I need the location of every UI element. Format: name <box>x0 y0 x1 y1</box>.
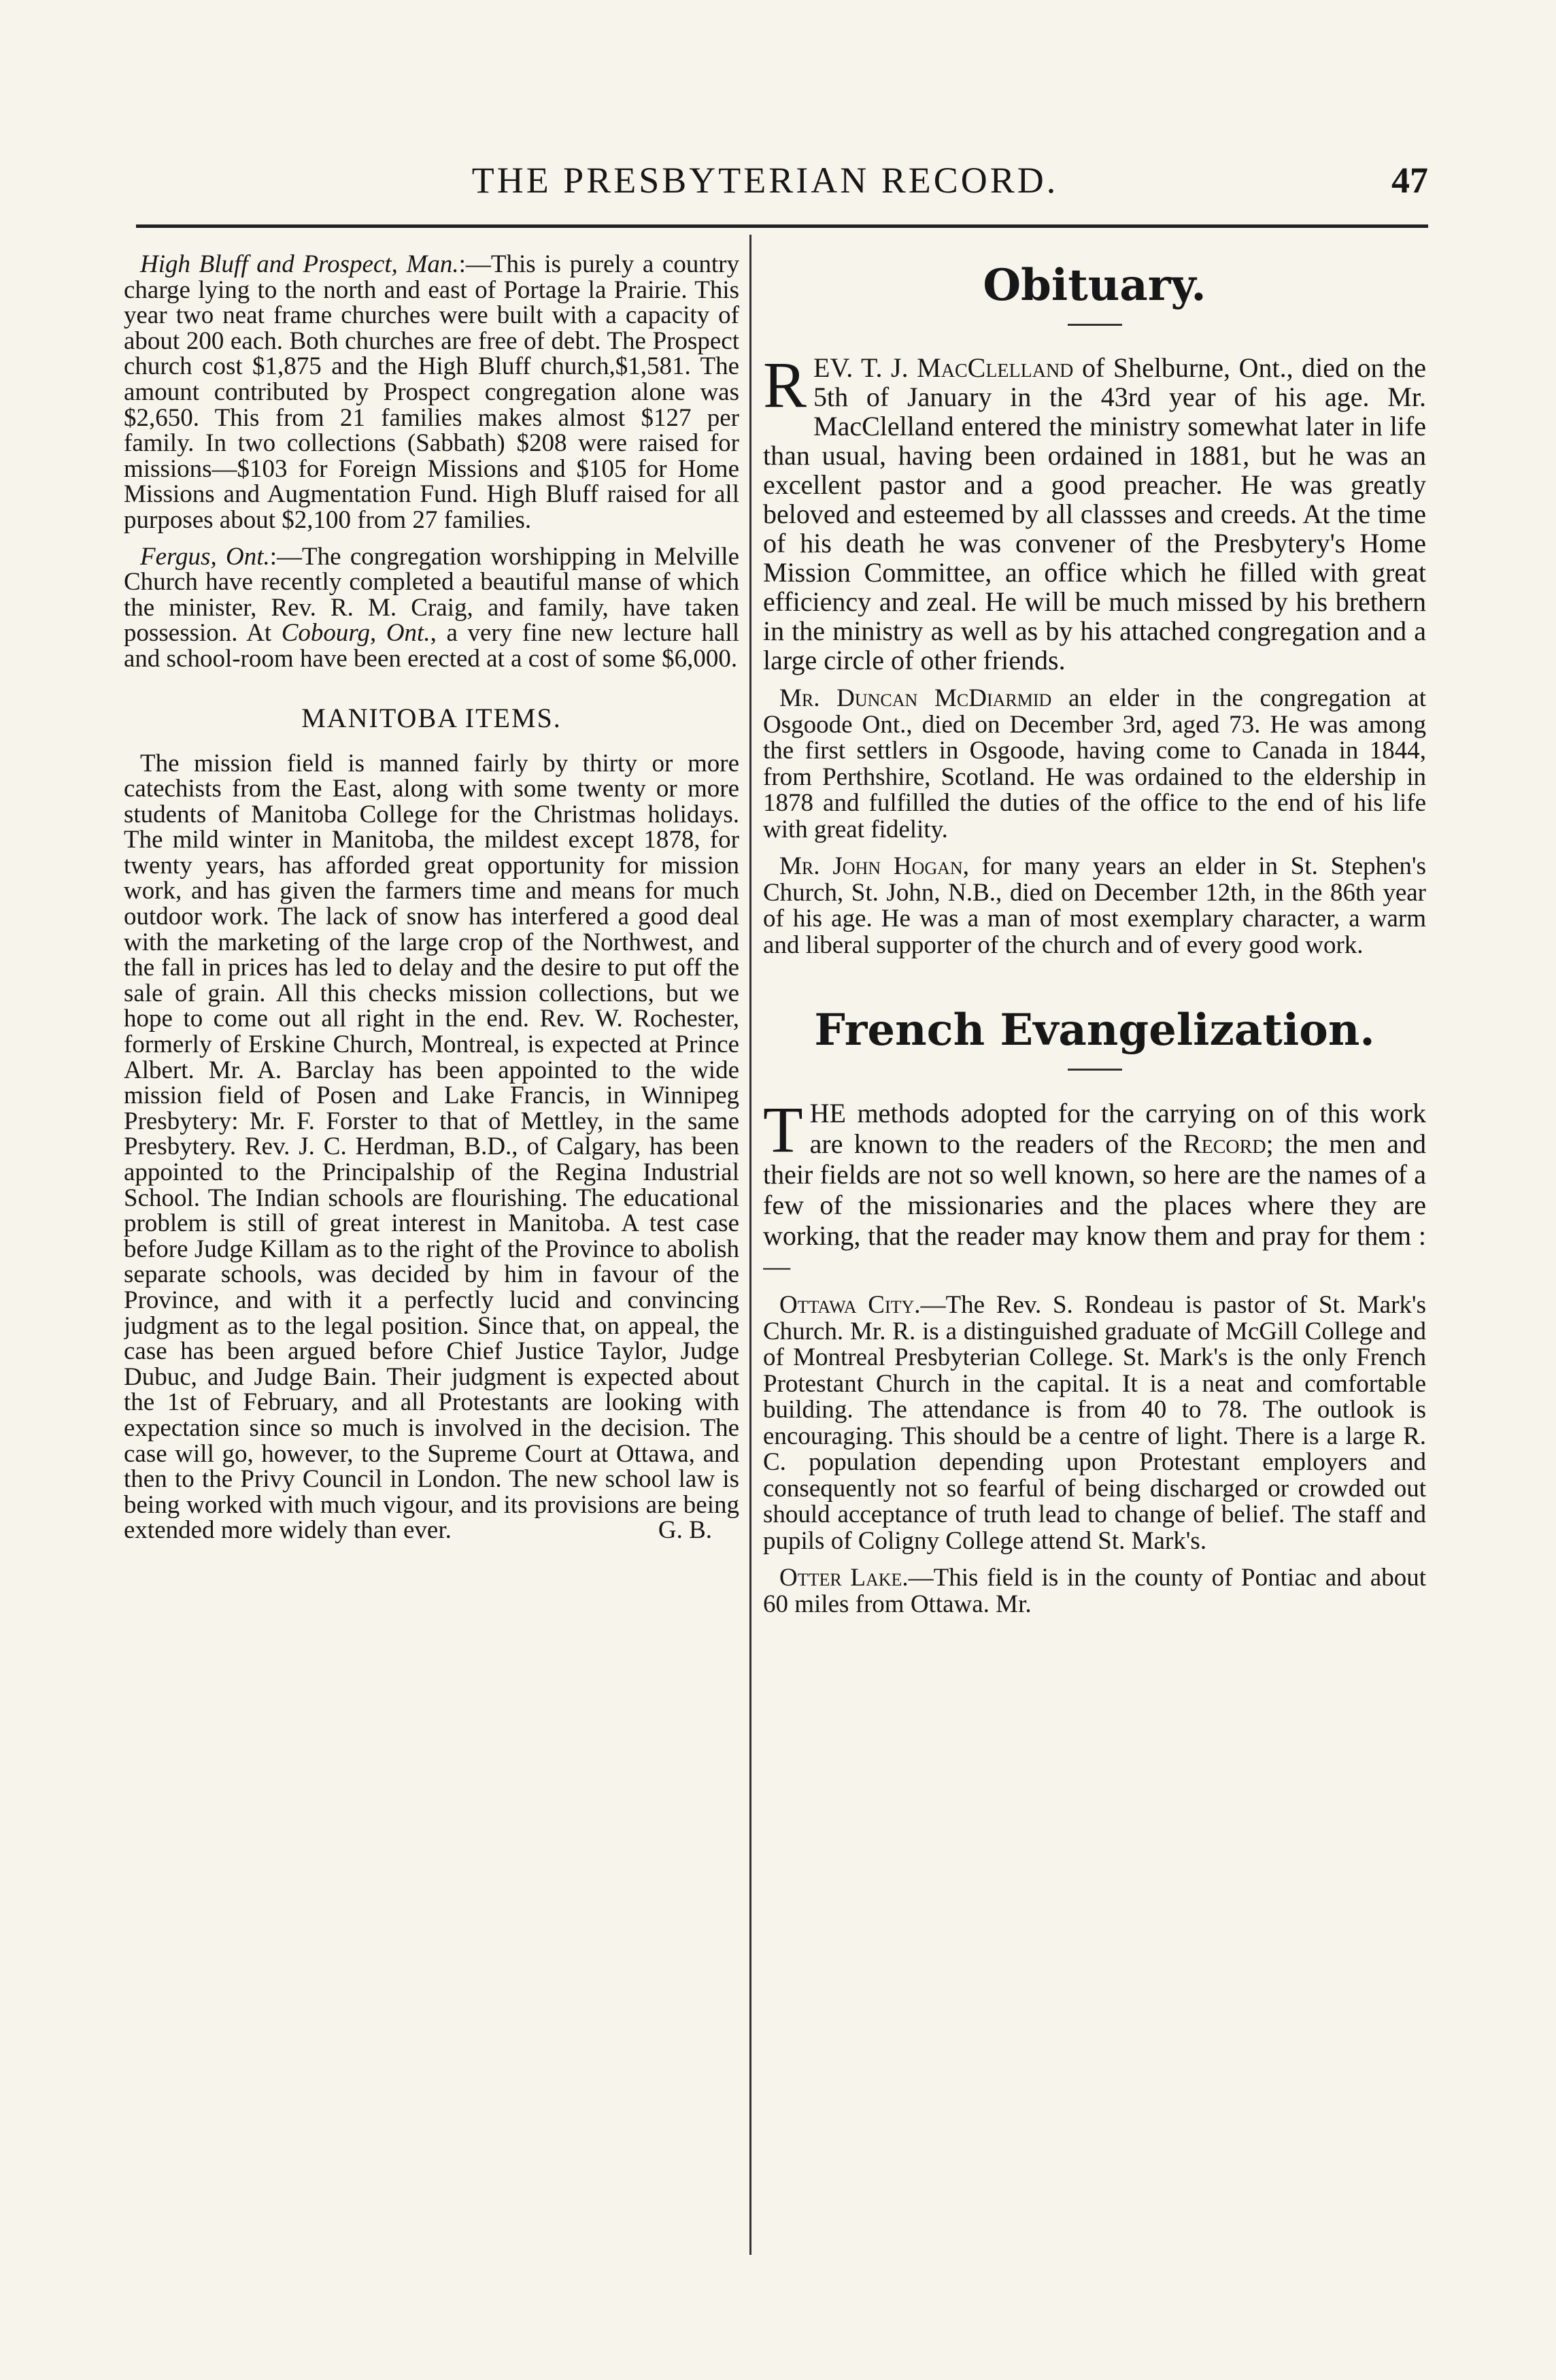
page-number: 47 <box>1391 160 1428 201</box>
paragraph-text: —This field is in the county of Pontiac and about 60 miles from Ottawa. Mr. <box>763 1564 1426 1618</box>
spacer <box>763 958 1426 996</box>
paragraph-manitoba <box>124 751 739 1543</box>
section-heading-obituary: Obituary. <box>983 260 1206 311</box>
paragraph-text: ; the men and their fields are not so well known, so here are the names of a few of the missionaries and the places where they are working, that the reader may know them and pray for them :— <box>763 1128 1426 1281</box>
running-head <box>102 156 1428 204</box>
paragraph-obituary-mcdiarmid <box>763 686 1426 843</box>
paragraph-text: :—The congregation worshipping in Melville Church have recently completed a beautiful manse of which the minister, Rev. R. M. Craig, and family, have taken possession. At <box>124 542 739 648</box>
author-signature: G. B. <box>658 1516 712 1545</box>
paragraph-otter-lake <box>763 1565 1426 1618</box>
heading-rule <box>1068 324 1122 326</box>
paragraph-text: , a very fine new lecture hall and school-room have been erected at a cost of some $6,000. <box>124 619 739 673</box>
section-heading-manitoba: MANITOBA ITEMS. <box>301 702 562 733</box>
place-name: Otter Lake. <box>779 1564 909 1592</box>
paragraph-high-bluff <box>124 252 739 533</box>
running-title: THE PRESBYTERIAN RECORD. <box>471 160 1059 201</box>
column-divider <box>749 235 751 2255</box>
paragraph-text: —The Rev. S. Rondeau is pastor of St. Mark's Church. Mr. R. is a distinguished graduate of McGill College and of Montreal Presbyterian College. St. Mark's is the only French Protestant Church in the capital. It is a neat and comfortable building. The attendance is from 40 to 78. The outlook is encouraging. This should be a centre of light. There is a large R. C. population depending upon Protestant employers and consequently not so fearful of being discharged or crowded out should acceptance of truth lead to change of belief. The staff and pupils of Coligny College attend St. Mark's. <box>763 1291 1426 1555</box>
paragraph-text: an elder in the congregation at Osgoode Ont., died on December 3rd, aged 73. He was among the first settlers in Osgoode, having come to Canada in 1844, from Perthshire, Scotland. He was ordained to the eldership in 1878 and fulfilled the duties of the office to the end of his life with great fidelity. <box>763 684 1426 843</box>
paragraph-french-intro <box>763 1093 1426 1281</box>
publication-name: Record <box>1183 1128 1266 1159</box>
paragraph-text: HE methods adopted for the carrying on of this work are known to the readers of the <box>809 1098 1426 1159</box>
place-name: Fergus, Ont. <box>140 542 270 571</box>
place-name: Ottawa City. <box>779 1291 921 1319</box>
drop-cap: R <box>763 348 807 421</box>
place-name: Cobourg, Ont. <box>281 619 430 648</box>
header-rule <box>136 224 1428 228</box>
paragraph-obituary-hogan <box>763 854 1426 958</box>
person-name: Mr. John Hogan <box>779 852 963 880</box>
paragraph-ottawa-city <box>763 1292 1426 1554</box>
paragraph-fergus <box>124 544 739 672</box>
person-name: EV. T. J. MacClelland <box>813 352 1074 383</box>
person-name: Mr. Duncan McDiarmid <box>779 684 1052 712</box>
place-name: High Bluff and Prospect, Man. <box>140 252 459 278</box>
right-column <box>763 252 1426 2258</box>
drop-cap: T <box>763 1093 803 1166</box>
section-heading-french-evangelization: French Evangelization. <box>814 1005 1375 1056</box>
paragraph-text: :—This is purely a country charge lying to the north and east of Portage la Prairie. This year two neat frame churches were built with a capacity of about 200 each. Both churches are free of debt. The Prospect church cost $1,875 and the High Bluff church,$1,581. The amount contributed by Prospect congregation alone was $2,650. This from 21 families makes almost $127 per family. In two collections (Sabbath) $208 were raised for missions—$103 for Foreign Missions and $105 for Home Missions and Augmentation Fund. High Bluff raised for all purposes about $2,100 from 27 families. <box>124 252 739 534</box>
left-column <box>124 252 739 2258</box>
paragraph-obituary-macclelland <box>763 348 1426 675</box>
paragraph-text: , for many years an elder in St. Stephen's Church, St. John, N.B., died on December 12th, in the 86th year of his age. He was a man of most exemplary character, a warm and liberal supporter of the church and of every good work. <box>763 852 1426 959</box>
paragraph-text: The mission field is manned fairly by thirty or more catechists from the East, along with some twenty or more students of Manitoba College for the Christmas holidays. The mild winter in Manitoba, the mildest except 1878, for twenty years, has afforded great opportunity for mission work, and has given the farmers time and means for much outdoor work. The lack of snow has interfered a good deal with the marketing of the large crop of the Northwest, and the fall in prices has led to delay and the desire to put off the sale of grain. All this checks mission collections, but we hope to come out all right in the end. Rev. W. Rochester, formerly of Erskine Church, Montreal, is expected at Prince Albert. Mr. A. Barclay has been appointed to the wide mission field of Posen and Lake Francis, in Winnipeg Presbytery: Mr. F. Forster to that of Mettley, in the same Presbytery. Rev. J. C. Herdman, B.D., of Calgary, has been appointed to the Principalship of the Regina Industrial School. The Indian schools are flourishing. The educational problem is still of great interest in Manitoba. A test case before Judge Killam as to the right of the Province to abolish separate schools, was decided by him in favour of the Province, and with it a perfectly lucid and convincing judgment as to the legal position. Since that, on appeal, the case has been argued before Chief Justice Taylor, Judge Dubuc, and Judge Bain. Their judgment is expected about the 1st of February, and all Protestants are looking with expectation since so much is involved in the decision. The case will go, however, to the Supreme Court at Ottawa, and then to the Privy Council in London. The new school law is being worked with much vigour, and its provisions are being extended more widely than ever. <box>124 749 739 1545</box>
paragraph-text: of Shelburne, Ont., died on the 5th of January in the 43rd year of his age. Mr. MacClelland entered the ministry somewhat later in life than usual, having been ordained in 1881, but he was an excellent pastor and a good preacher. He was greatly beloved and esteemed by all classses and creeds. At the time of his death he was convener of the Presbytery's Home Mission Committee, an office which he filled with great efficiency and zeal. He will be much missed by his brethern in the ministry as well as by his attached congregation and a large circle of other friends. <box>763 352 1426 675</box>
heading-rule <box>1068 1069 1122 1071</box>
